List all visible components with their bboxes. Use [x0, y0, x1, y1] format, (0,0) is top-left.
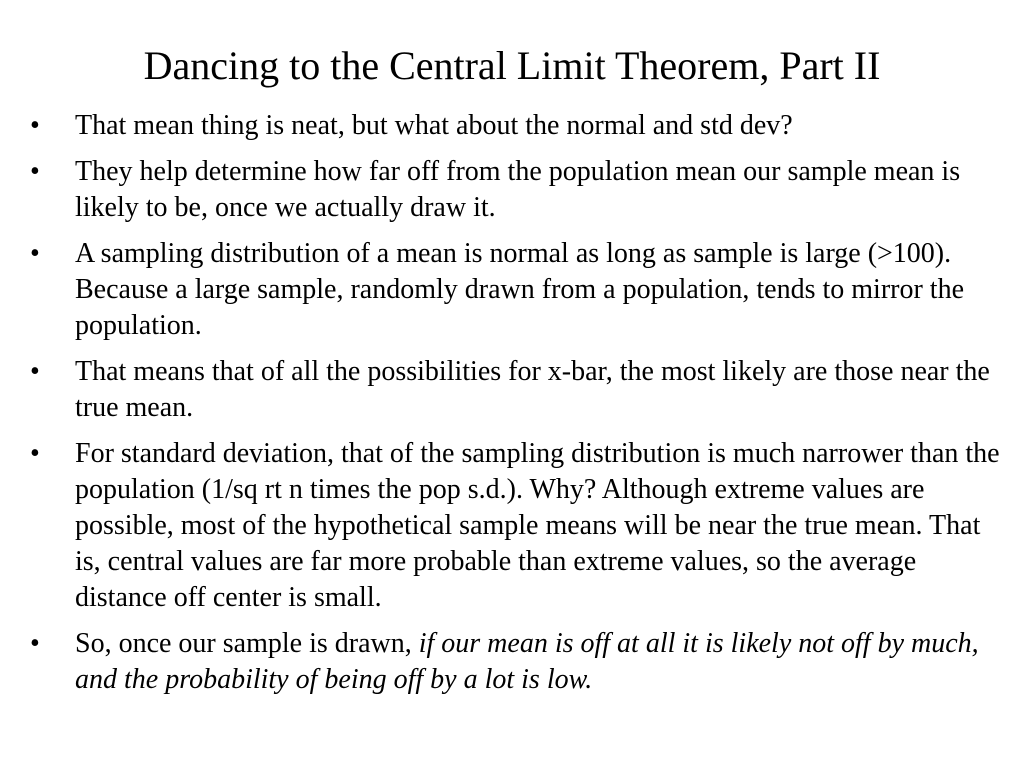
bullet-text: They help determine how far off from the population mean our sample mean is likely to be, once we actually draw it. [75, 156, 961, 223]
bullet-item-1 [30, 108, 1005, 144]
bullet-text: That mean thing is neat, but what about the normal and std dev? [75, 110, 793, 141]
bullet-marker: • [30, 110, 40, 141]
bullet-marker: • [30, 628, 40, 659]
bullet-marker: • [30, 356, 40, 387]
bullet-item-2 [30, 154, 1005, 226]
bullet-text: For standard deviation, that of the sampling distribution is much narrower than the population (1/sq rt n times the pop s.d.). Why? Although extreme values are possible, most of the hypothetical sample means will be near the true mean. That is, central values are far more probable than extreme values, so the average distance off center is small. [75, 438, 1000, 613]
slide-title: Dancing to the Central Limit Theorem, Part II [143, 43, 881, 88]
bullet-marker: • [30, 156, 40, 187]
bullet-text: That means that of all the possibilities for x-bar, the most likely are those near the true mean. [75, 356, 990, 423]
bullet-text: So, once our sample is drawn, [75, 628, 419, 659]
bullet-text: A sampling distribution of a mean is normal as long as sample is large (>100). Because a large sample, randomly drawn from a population, tends to mirror the population. [75, 238, 964, 341]
bullet-item-3 [30, 236, 1005, 344]
bullet-emphasis-text: if our mean is off at all it is likely not off by much, and the probability of being off by a lot is low. [75, 628, 979, 695]
bullet-item-5 [30, 436, 1005, 616]
bullet-item-6 [30, 626, 1005, 698]
bullet-marker: • [30, 438, 40, 469]
bullet-marker: • [30, 238, 40, 269]
bullet-item-4 [30, 354, 1005, 426]
bullet-list [30, 108, 1005, 708]
